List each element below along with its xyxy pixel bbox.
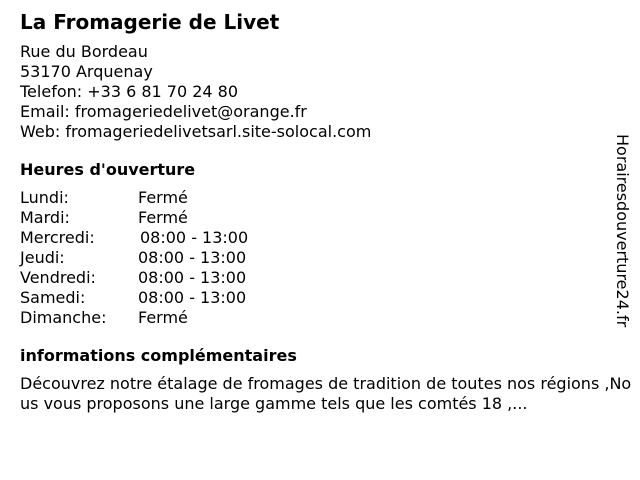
hours-day: Mardi: xyxy=(20,208,70,227)
hours-value: Fermé xyxy=(138,308,188,327)
hours-list xyxy=(20,188,610,328)
hours-day: Jeudi: xyxy=(20,248,65,267)
info-description: Découvrez notre étalage de fromages de tradition de toutes nos régions ,Nous vous proposons une large gamme tels que les comtés 18 ,... xyxy=(20,374,632,413)
business-web: Web: fromageriedelivetsarl.site-solocal.com xyxy=(20,122,372,141)
info-heading: informations complémentaires xyxy=(20,346,297,365)
hours-row-saturday xyxy=(20,288,610,308)
hours-value: 08:00 - 13:00 xyxy=(138,268,247,287)
hours-heading: Heures d'ouverture xyxy=(20,160,196,179)
hours-day: Mercredi: xyxy=(20,228,95,247)
hours-day: Samedi: xyxy=(20,288,86,307)
hours-value: 08:00 - 13:00 xyxy=(140,228,249,247)
hours-day: Lundi: xyxy=(20,188,69,207)
hours-row-friday xyxy=(20,268,610,288)
business-phone: Telefon: +33 6 81 70 24 80 xyxy=(20,82,239,101)
hours-value: 08:00 - 13:00 xyxy=(138,248,247,267)
hours-day: Vendredi: xyxy=(20,268,96,287)
hours-row-thursday xyxy=(20,248,610,268)
business-city: 53170 Arquenay xyxy=(20,62,153,81)
business-street: Rue du Bordeau xyxy=(20,42,148,61)
hours-row-tuesday xyxy=(20,208,610,228)
hours-day: Dimanche: xyxy=(20,308,107,327)
hours-value: Fermé xyxy=(138,188,188,207)
site-watermark: Horairesdouverture24.fr xyxy=(613,134,632,328)
hours-value: 08:00 - 13:00 xyxy=(138,288,247,307)
business-name: La Fromagerie de Livet xyxy=(20,10,280,34)
hours-row-monday xyxy=(20,188,610,208)
business-email: Email: fromageriedelivet@orange.fr xyxy=(20,102,307,121)
hours-value: Fermé xyxy=(138,208,188,227)
hours-row-wednesday xyxy=(20,228,610,248)
hours-row-sunday xyxy=(20,308,610,328)
